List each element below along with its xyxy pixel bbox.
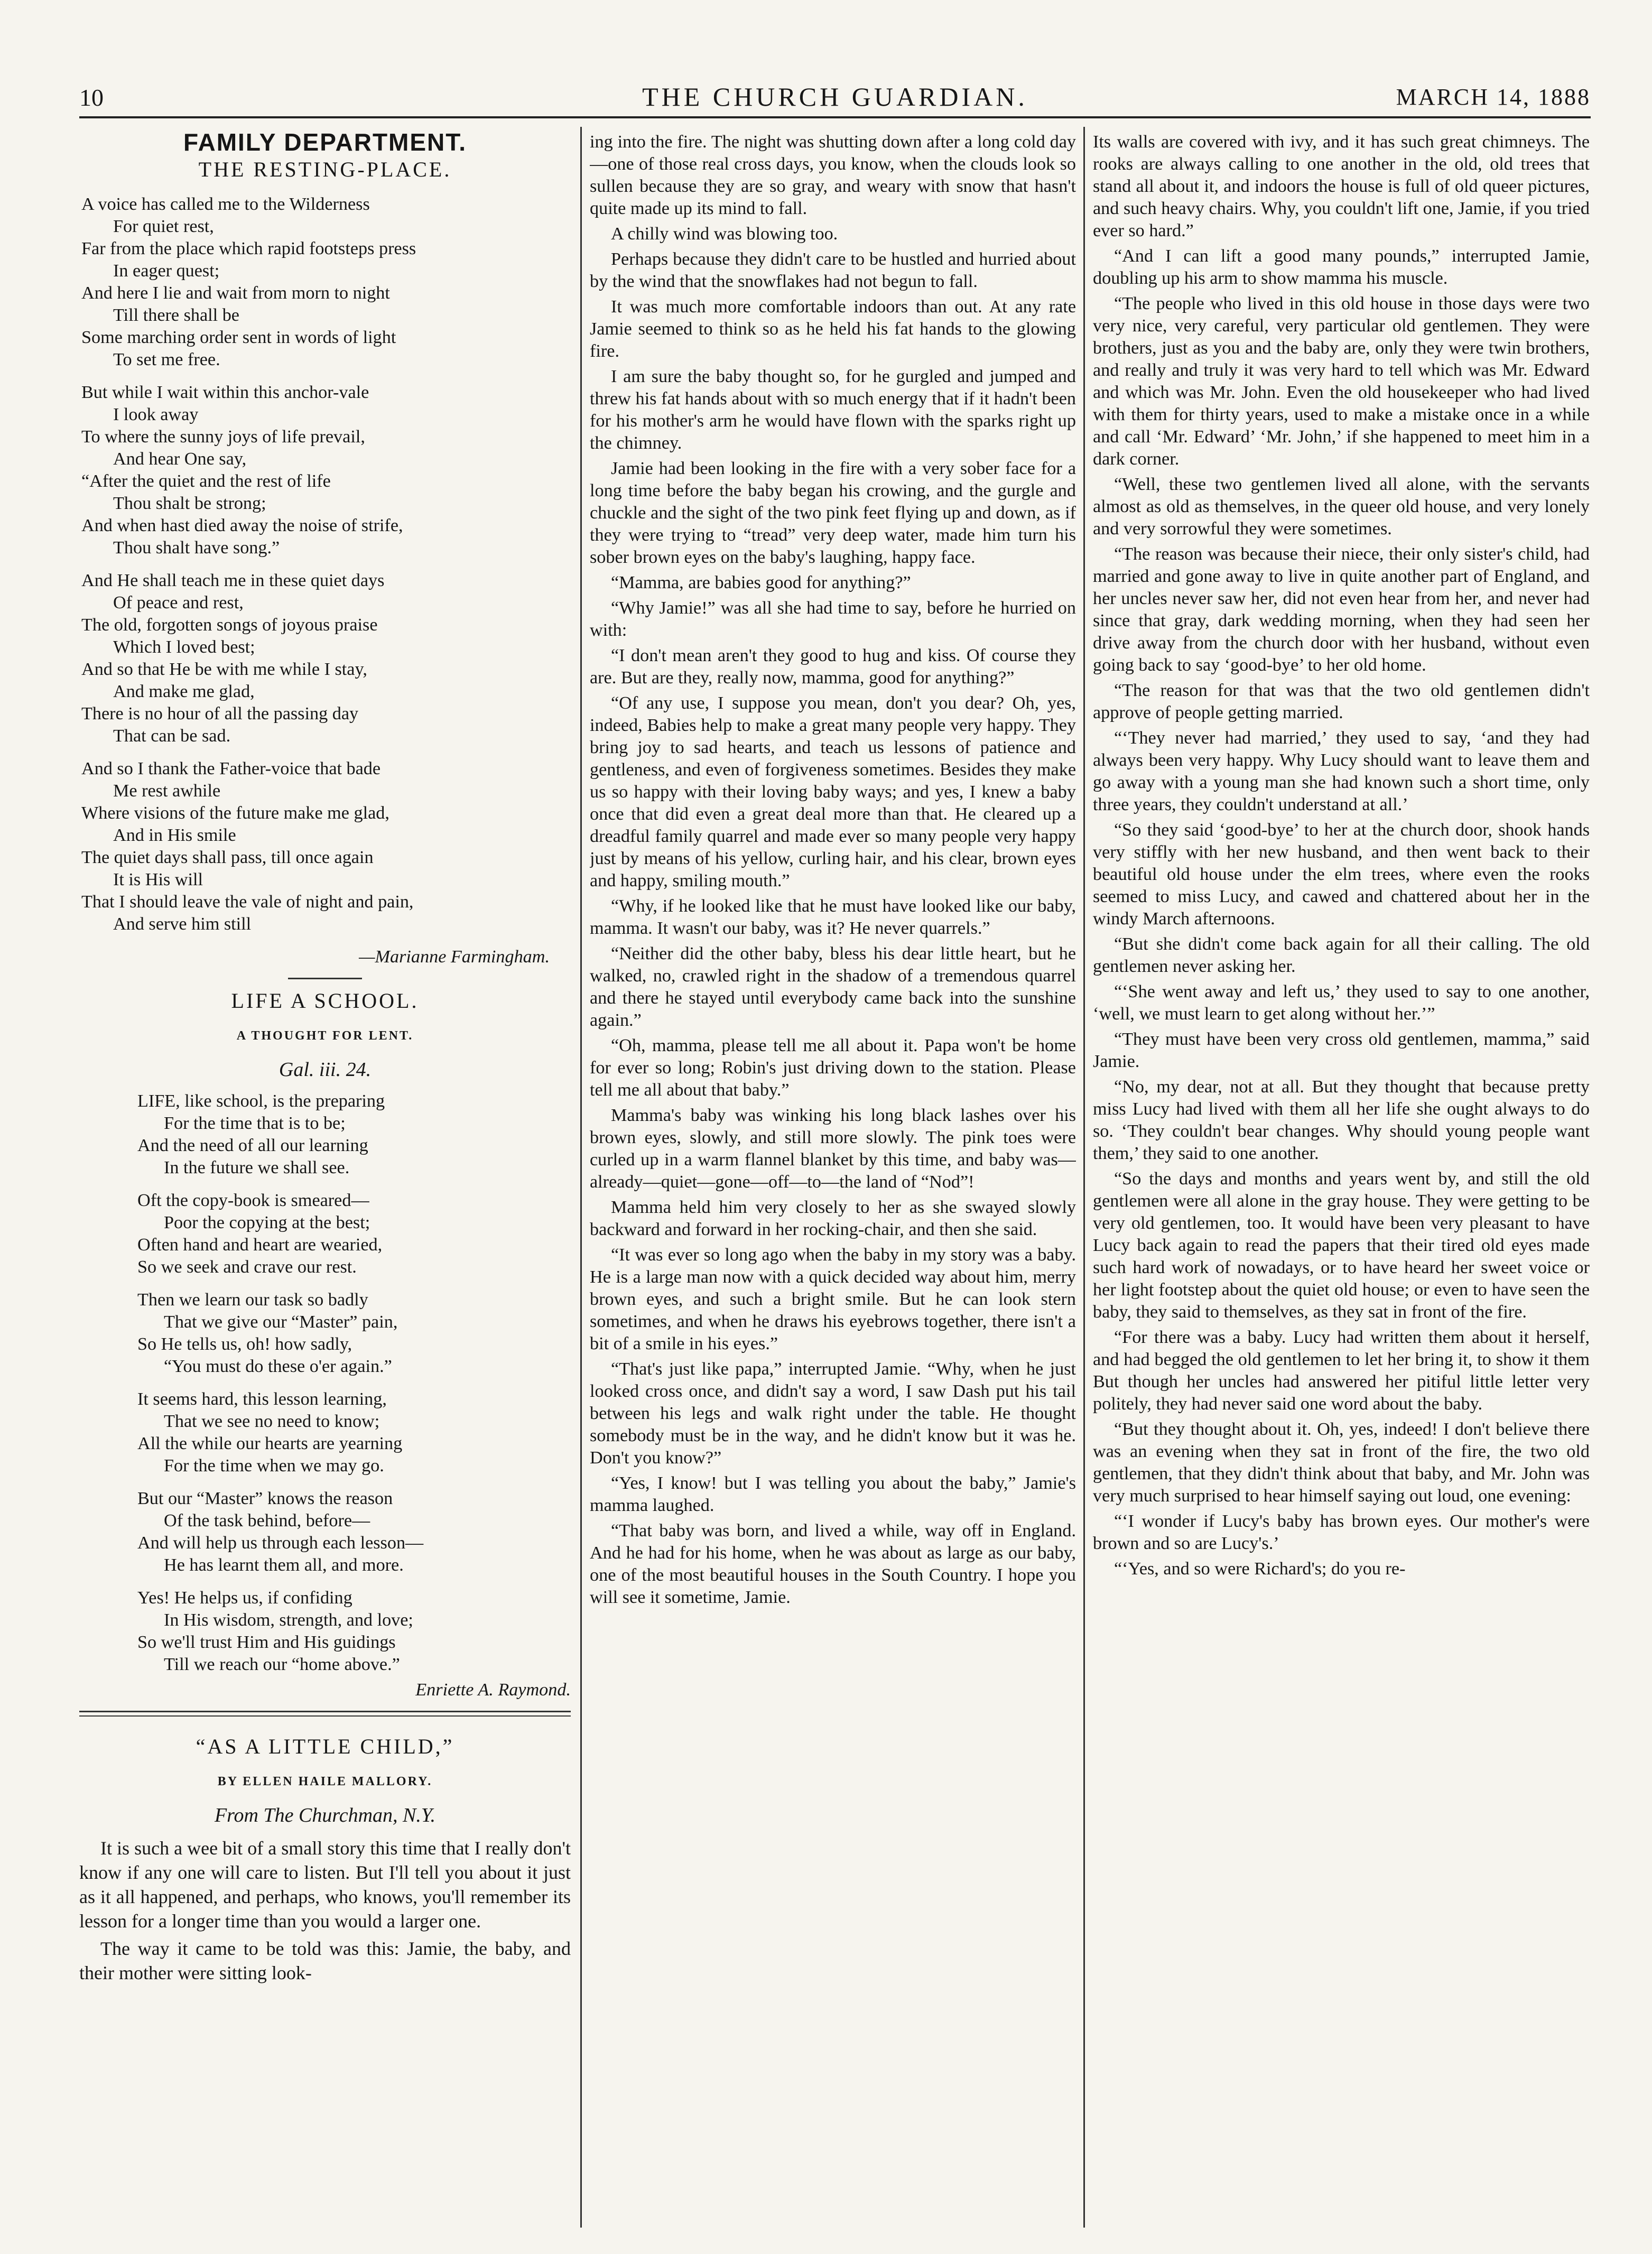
poem-subtitle: A THOUGHT FOR LENT. [236, 1029, 414, 1043]
paragraph: “They must have been very cross old gentlemen, mamma,” said Jamie. [1093, 1029, 1590, 1071]
verse-line: And make me glad, [113, 682, 255, 701]
paragraph: “‘She went away and left us,’ they used to say to one another, ‘well, we must learn to get along without her.’” [1093, 982, 1590, 1024]
divider [288, 978, 362, 979]
verse-line: Some marching order sent in words of light [81, 328, 396, 347]
paragraph: “Yes, I know! but I was telling you about the baby,” Jamie's mamma laughed. [590, 1473, 1076, 1515]
stanza [137, 1488, 571, 1576]
paragraph: Jamie had been looking in the fire with a very sober face for a long time before the baby began his crowing, and the gurgle and chuckle and the sight of the two pink feet flying up and down, as if they were trying to “tread” very deep water, made him turn his sober brown eyes on the baby's laughing, happy face. [590, 459, 1076, 567]
stanza [79, 758, 571, 935]
paragraph: “I don't mean aren't they good to hug and kiss. Of course they are. But are they, really now, mamma, good for anything?” [590, 646, 1076, 688]
verse-line: LIFE, like school, is the preparing [137, 1091, 385, 1111]
verse-line: Where visions of the future make me glad, [81, 803, 389, 823]
verse-line: That we see no need to know; [164, 1412, 380, 1431]
verse-line: So we seek and crave our rest. [137, 1257, 357, 1277]
stanza [137, 1388, 571, 1477]
verse-line: For the time when we may go. [164, 1456, 384, 1476]
verse-line: And serve him still [113, 914, 252, 934]
verse-line: And so that He be with me while I stay, [81, 660, 367, 679]
verse-line: There is no hour of all the passing day [81, 704, 359, 723]
paragraph: “But she didn't come back again for all their calling. The old gentlemen never asking her. [1093, 934, 1590, 976]
verse-line: The quiet days shall pass, till once again [81, 848, 374, 867]
paragraph: “The people who lived in this old house in those days were two very nice, very careful, very particular old gentlemen. They were brothers, just as you and the baby are, only they were twin brothers, and really and truly it was very hard to tell which was Mr. Edward and which was Mr. John. Even the old housekeeper who had lived with them for thirty years, used to make a mistake once in a while and call ‘Mr. Edward’ ‘Mr. John,’ if she happened to meet him in a dark corner. [1093, 294, 1590, 469]
paragraph: “And I can lift a good many pounds,” interrupted Jamie, doubling up his arm to show mamma his muscle. [1093, 246, 1590, 288]
verse-line: In eager quest; [113, 261, 220, 281]
paragraph: “Of any use, I suppose you mean, don't you dear? Oh, yes, indeed, Babies help to make a great many people very happy. They bring joy to sad hearts, and teach us lessons of patience and gentleness, and even of forgiveness sometimes. Besides they make us so happy with their loving baby ways; and yes, I knew a baby once that did even a great deal more than that. He cleared up a dreadful family quarrel and made ever so many people very happy just by means of his yellow, curling hair, and his clear, brown eyes and happy, smiling mouth.” [590, 693, 1076, 891]
paragraph: “Why, if he looked like that he must have looked like our baby, mamma. It wasn't our baby, was it? He never quarrels.” [590, 896, 1076, 938]
stanza [79, 193, 571, 371]
verse-line: It is His will [113, 870, 203, 889]
paragraph: “Mamma, are babies good for anything?” [611, 573, 911, 592]
verse-line: A voice has called me to the Wilderness [81, 194, 370, 214]
newspaper-title: THE CHURCH GUARDIAN. [642, 82, 1028, 112]
poem-attribution: Enriette A. Raymond. [415, 1680, 571, 1700]
paragraph: “But they thought about it. Oh, yes, indeed! I don't believe there was an evening when they sat in front of the fire, the two old gentlemen, that they didn't think about that baby, and Mr. John was very much surprised to hear himself saying out loud, one evening: [1093, 1420, 1590, 1506]
paragraph: ing into the fire. The night was shutting down after a long cold day—one of those real cross days, you know, when the clouds look so sullen because they are so gray, and weary with snow that hasn't quite made up its mind to fall. [590, 132, 1076, 218]
verse-line: It seems hard, this lesson learning, [137, 1389, 387, 1409]
verse-line: To where the sunny joys of life prevail, [81, 427, 365, 447]
poem-life-a-school [79, 1090, 571, 1676]
column-3 [1093, 131, 1590, 2229]
verse-line: But our “Master” knows the reason [137, 1489, 393, 1508]
verse-line: All the while our hearts are yearning [137, 1434, 403, 1453]
paragraph: “Why Jamie!” was all she had time to say, before he hurried on with: [590, 598, 1076, 640]
verse-line: And will help us through each lesson— [137, 1533, 424, 1553]
paragraph: “No, my dear, not at all. But they thought that because pretty miss Lucy had lived with them all her life she ought always to do so. ‘They couldn't bear changes. Why should young people want them,’ they said to one another. [1093, 1077, 1590, 1163]
verse-line: So we'll trust Him and His guidings [137, 1632, 396, 1652]
paragraph: “That baby was born, and lived a while, way off in England. And he had for his home, when he was about as large as our baby, one of the most beautiful houses in the South Country. I hope you will see it sometime, Jamie. [590, 1521, 1076, 1607]
verse-line: “After the quiet and the rest of life [81, 471, 331, 491]
verse-line: Thou shalt be strong; [113, 494, 266, 513]
story-byline: BY ELLEN HAILE MALLORY. [217, 1775, 433, 1788]
verse-line: And hear One say, [113, 449, 247, 469]
column-rule [580, 127, 582, 2228]
verse-line: That can be sad. [113, 726, 231, 746]
verse-line: Oft the copy-book is smeared— [137, 1191, 369, 1210]
paragraph: Its walls are covered with ivy, and it has such great chimneys. The rooks are always calling to one another in the old, old trees that stand all about it, and indoors the house is full of old queer pictures, and such heavy chairs. Why, you couldn't lift one, Jamie, if you tried ever so hard.” [1093, 132, 1590, 240]
paragraph: “Oh, mamma, please tell me all about it. Papa won't be home for ever so long; Robin's just driving down to the station. Please tell me all about that baby.” [590, 1036, 1076, 1100]
verse-line: Of peace and rest, [113, 593, 244, 613]
verse-line: Yes! He helps us, if confiding [137, 1588, 352, 1608]
poem-title: THE RESTING-PLACE. [198, 157, 452, 181]
column-2 [590, 131, 1076, 2229]
verse-line: To set me free. [113, 350, 220, 369]
verse-line: Often hand and heart are wearied, [137, 1235, 383, 1255]
verse-line: Poor the copying at the best; [164, 1213, 370, 1232]
paragraph: It was much more comfortable indoors than out. At any rate Jamie seemed to think so as he held his fat hands to the glowing fire. [590, 297, 1076, 361]
stanza [137, 1289, 571, 1378]
verse-line: Far from the place which rapid footsteps press [81, 239, 416, 258]
divider [79, 1715, 571, 1717]
poem-attribution: —Marianne Farmingham. [359, 947, 550, 967]
scripture-reference: Gal. iii. 24. [279, 1059, 372, 1081]
verse-line: And when hast died away the noise of strife, [81, 516, 403, 535]
verse-line: Till there shall be [113, 305, 239, 325]
paragraph: A chilly wind was blowing too. [611, 224, 838, 244]
verse-line: In the future we shall see. [164, 1158, 350, 1177]
paragraph: “‘Yes, and so were Richard's; do you re- [1114, 1559, 1406, 1579]
paragraph: “For there was a baby. Lucy had written them about it herself, and had begged the old gentlemen to let her bring it, to show it them But though her uncles had answered her pitiful little letter very politely, they had never said one word about the baby. [1093, 1328, 1590, 1414]
story-title: “AS A LITTLE CHILD,” [196, 1734, 454, 1758]
verse-line: But while I wait within this anchor-vale [81, 383, 369, 402]
paragraph: “Neither did the other baby, bless his dear little heart, but he walked, no, crawled right in the shadow of a tremendous quarrel and there he stayed until everybody came back into the sunshine again.” [590, 944, 1076, 1030]
paragraph: I am sure the baby thought so, for he gurgled and jumped and threw his fat hands about with so much energy that if it hadn't been for his mother's arm he would have flown with the sparks right up the chimney. [590, 367, 1076, 453]
paragraph: “So they said ‘good-bye’ to her at the church door, shook hands very stiffly with her new husband, and then went back to their beautiful old house under the elm trees, where even the rooks seemed to miss Lucy, and cawed and chattered about her in the windy March afternoons. [1093, 820, 1590, 929]
verse-line: And the need of all our learning [137, 1136, 368, 1155]
stanza [137, 1090, 571, 1179]
verse-line: Then we learn our task so badly [137, 1290, 368, 1310]
stanza [79, 570, 571, 747]
paragraph: “That's just like papa,” interrupted Jamie. “Why, when he just looked cross once, and didn't say a word, I saw Dash put his tail between his legs and walk right under the table. He thought somebody must be in the way, and he didn't know but it was he. Don't you know?” [590, 1359, 1076, 1468]
paragraph: “‘I wonder if Lucy's baby has brown eyes. Our mother's were brown and so are Lucy's.’ [1093, 1511, 1590, 1553]
verse-line: And here I lie and wait from morn to night [81, 283, 390, 303]
paragraph: “The reason for that was that the two old gentlemen didn't approve of people getting married. [1093, 681, 1590, 722]
verse-line: In His wisdom, strength, and love; [164, 1610, 413, 1630]
verse-line: I look away [113, 405, 199, 424]
paragraph: Mamma held him very closely to her as she swayed slowly backward and forward in her rocking-chair, and then she said. [590, 1198, 1076, 1239]
verse-line: He has learnt them all, and more. [164, 1555, 404, 1575]
page-number: 10 [79, 84, 104, 111]
verse-line: That we give our “Master” pain, [164, 1312, 398, 1332]
verse-line: So He tells us, oh! how sadly, [137, 1334, 352, 1354]
verse-line: For quiet rest, [113, 217, 214, 236]
paragraph: Mamma's baby was winking his long black lashes over his brown eyes, slowly, and still more slowly. The pink toes were curled up in a warm flannel blanket by this time, and baby was—already—quiet—gone—off—to—the land of “Nod”! [590, 1106, 1076, 1192]
verse-line: Which I loved best; [113, 637, 255, 657]
column-rule [1083, 127, 1085, 2228]
column-1 [79, 131, 571, 2229]
paragraph: Perhaps because they didn't care to be hustled and hurried about by the wind that the snowflakes had not begun to fall. [590, 249, 1076, 291]
paragraph: “Well, these two gentlemen lived all alone, with the servants almost as old as themselves, in the queer old house, and very lonely and very sorrowful they were sometimes. [1093, 475, 1590, 539]
paragraph: “It was ever so long ago when the baby in my story was a baby. He is a large man now with a quick decided way about him, merry brown eyes, and such a bright smile. But he can look stern sometimes, and when he draws his eyebrows together, there isn't a bit of a smile in his eyes.” [590, 1245, 1076, 1353]
stanza [137, 1587, 571, 1676]
paragraph: The way it came to be told was this: Jamie, the baby, and their mother were sitting look- [79, 1938, 571, 1983]
issue-date: MARCH 14, 1888 [1396, 84, 1591, 110]
verse-line: Of the task behind, before— [164, 1511, 370, 1531]
verse-line: The old, forgotten songs of joyous praise [81, 615, 378, 635]
verse-line: And so I thank the Father-voice that bade [81, 759, 381, 778]
verse-line: Me rest awhile [113, 781, 221, 801]
paragraph: “‘They never had married,’ they used to say, ‘and they had always been very happy. Why Lucy should want to leave them and go away with a young man she had known such a short time, only three years, they couldn't understand at all.’ [1093, 728, 1590, 814]
verse-line: For the time that is to be; [164, 1114, 346, 1133]
paragraph: “The reason was because their niece, their only sister's child, had married and gone away to live in quite another part of England, and her uncles never saw her, did not even hear from her, and never had since that gray, dark wedding morning, when they had seen her drive away from the church door with her husband, without even going back to say ‘good-bye’ to her old home. [1093, 544, 1590, 675]
verse-line: “You must do these o'er again.” [164, 1357, 392, 1376]
story-source: From The Churchman, N.Y. [214, 1804, 436, 1826]
stanza [137, 1190, 571, 1278]
paragraph: It is such a wee bit of a small story this time that I really don't know if any one will care to listen. But I'll tell you about it just as it all happened, and perhaps, who knows, you'll remember its lesson for a longer time than you would a larger one. [79, 1838, 571, 1932]
poem-title: LIFE A SCHOOL. [231, 989, 419, 1013]
stanza [79, 382, 571, 559]
verse-line: That I should leave the vale of night and pain, [81, 892, 414, 912]
paragraph: “So the days and months and years went by, and still the old gentlemen were all alone in the gray house. They were getting to be very old gentlemen, too. It would have been very pleasant to have Lucy back again to read the papers that their tired old eyes made such hard work of nowadays, or to have heard her sweet voice or her light footstep about the quiet old house; or even to have seen the baby, they said to themselves, as they sat in front of the fire. [1093, 1169, 1590, 1322]
department-heading: FAMILY DEPARTMENT. [183, 131, 467, 156]
divider [79, 1711, 571, 1712]
verse-line: And He shall teach me in these quiet days [81, 571, 385, 590]
verse-line: Till we reach our “home above.” [164, 1655, 400, 1674]
page-header [79, 79, 1591, 118]
verse-line: And in His smile [113, 825, 236, 845]
verse-line: Thou shalt have song.” [113, 538, 280, 558]
poem-resting-place [79, 193, 571, 935]
